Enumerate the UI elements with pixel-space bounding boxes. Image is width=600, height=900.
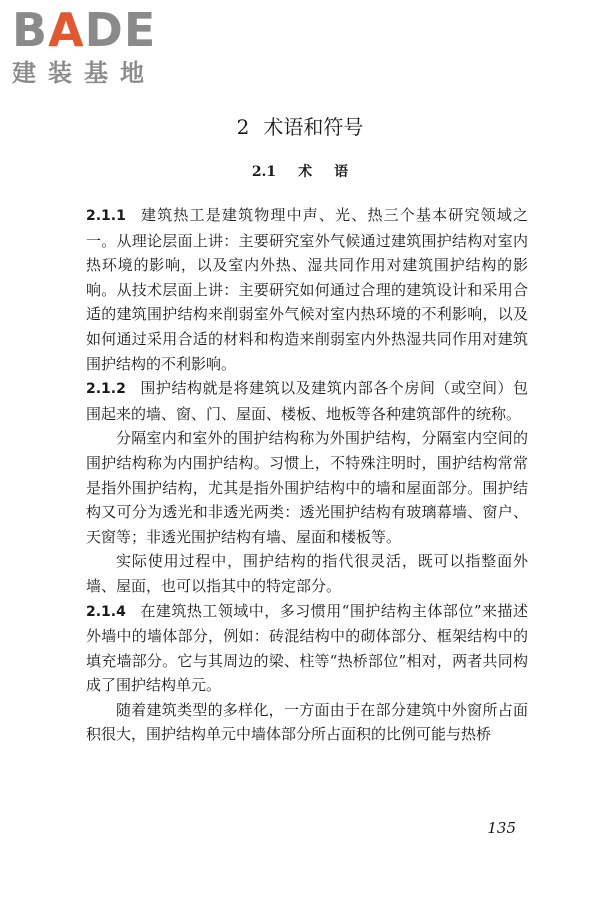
clause-2-1-4: 2.1.4 在建筑热工领域中，多习惯用“围护结构主体部位”来描述外墙中的墙体部分，例如：砖混结构中的砌体部分、框架结构中的填充墙部分。它与其周边的梁、柱等“热桥部位”相对，两者共同构成了围护结构单元。 bbox=[86, 601, 528, 695]
paragraph: 分隔室内和室外的围护结构称为外围护结构，分隔室内空间的围护结构称为内围护结构。习惯上，不特殊注明时，围护结构常常是指外围护结构，尤其是指外围护结构中的墙和屋面部分。围护结构又可分为透光和非透光两类：透光围护结构有玻璃幕墙、窗户、天窗等；非透光围护结构有墙、屋面和楼板等。 bbox=[86, 429, 528, 546]
bade-logo bbox=[12, 3, 180, 88]
clause-number: 2.1.2 bbox=[86, 381, 126, 398]
clause-2-1-2: 2.1.2 围护结构就是将建筑以及建筑内部各个房间（或空间）包围起来的墙、窗、门、屋面、楼板、地板等各种建筑部件的统称。 bbox=[86, 379, 528, 423]
section-number: 2.1 bbox=[251, 164, 277, 180]
logo-wordmark: BADE bbox=[12, 3, 157, 57]
clause-number: 2.1.1 bbox=[86, 208, 126, 224]
body-text bbox=[86, 203, 528, 747]
paragraph: 实际使用过程中，围护结构的指代很灵活，既可以指整面外墙、屋面，也可以指其中的特定部分。 bbox=[86, 552, 528, 595]
page-number: 135 bbox=[487, 819, 516, 837]
chapter-number: 2 bbox=[236, 115, 250, 139]
chapter-title-text: 术语和符号 bbox=[263, 115, 364, 139]
paragraph: 随着建筑类型的多样化，一方面由于在部分建筑中外窗所占面积很大，围护结构单元中墙体部分所占面积的比例可能与热桥 bbox=[86, 700, 528, 744]
chapter-title bbox=[0, 113, 600, 141]
clause-2-1-1: 2.1.1 建筑热工是建筑物理中声、光、热三个基本研究领域之一。从理论层面上讲：主要研究室外气候通过建筑围护结构对室内热环境的影响，以及室内外热、湿共同作用对建筑围护结构的影响。从技术层面上讲：主要研究如何通过合理的建筑设计和采用合适的建筑围护结构来削弱室外气候对室内热环境的不利影响，以及如何通过采用合适的材料和构造来削弱室内外热湿共同作用对建筑围护结构的不利影响。 bbox=[86, 206, 528, 373]
section-title: 2.1 术 语 bbox=[251, 164, 349, 180]
clause-number: 2.1.4 bbox=[86, 603, 126, 620]
logo-subtitle: 建装基地 bbox=[12, 59, 156, 87]
